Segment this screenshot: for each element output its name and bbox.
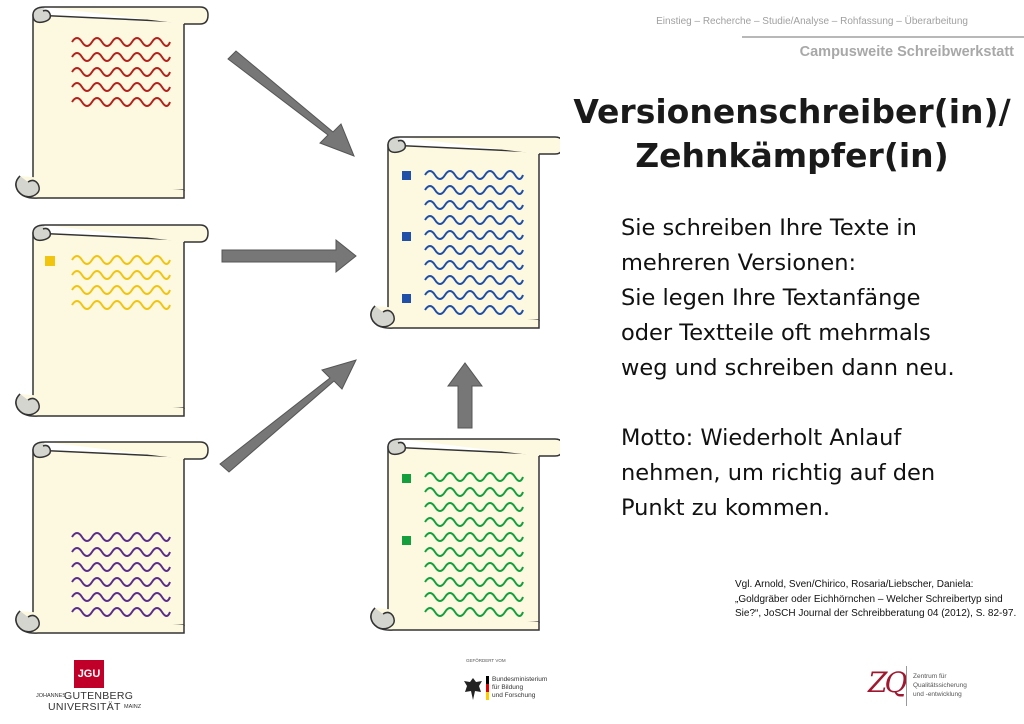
page-title bbox=[560, 90, 1024, 178]
arrow-icon bbox=[448, 363, 482, 428]
paragraph-gap bbox=[621, 386, 1021, 421]
flag-stripe-black bbox=[486, 676, 489, 684]
description bbox=[621, 211, 1021, 526]
flag-stripe-red bbox=[486, 684, 489, 692]
arrow-icon bbox=[228, 51, 354, 156]
bmbf-line: für Bildung bbox=[492, 684, 524, 691]
arrow-icon bbox=[220, 360, 356, 472]
zq-line: Zentrum für bbox=[913, 673, 947, 680]
description-line: Sie schreiben Ihre Texte in bbox=[621, 215, 917, 241]
bmbf-header: GEFÖRDERT VOM bbox=[466, 658, 506, 663]
description-line: mehreren Versionen: bbox=[621, 250, 857, 276]
bmbf-line: Bundesministerium bbox=[492, 676, 548, 683]
jgu-logo bbox=[36, 660, 148, 716]
bmbf-logo bbox=[458, 658, 558, 718]
jgu-university: UNIVERSITÄT bbox=[48, 701, 121, 713]
zq-line: Qualitätssicherung bbox=[913, 682, 967, 689]
header-divider bbox=[742, 36, 1024, 38]
citation bbox=[735, 578, 1020, 622]
motto-line: nehmen, um richtig auf den bbox=[621, 460, 936, 486]
federal-eagle-icon bbox=[462, 676, 484, 702]
jgu-small-text: JOHANNES bbox=[36, 693, 66, 699]
breadcrumb: Einstieg – Recherche – Studie/Analyse – Rohfassung – Überarbeitung bbox=[656, 16, 968, 27]
citation-line: Vgl. Arnold, Sven/Chirico, Rosaria/Liebscher, Daniela: bbox=[735, 579, 974, 590]
scroll-icon bbox=[16, 7, 208, 198]
scroll-diagram bbox=[0, 0, 560, 650]
citation-line: „Goldgräber oder Eichhörnchen – Welcher Schreibertyp sind bbox=[735, 593, 1003, 605]
description-line: Sie legen Ihre Textanfänge bbox=[621, 285, 921, 311]
scroll-icon bbox=[371, 137, 560, 328]
motto-line: Motto: Wiederholt Anlauf bbox=[621, 425, 902, 451]
scroll-icon bbox=[16, 225, 208, 416]
title-line-1: Versionenschreiber(in)/ bbox=[573, 92, 1011, 131]
zq-mark: ZQ bbox=[868, 666, 905, 699]
title-line-2: Zehnkämpfer(in) bbox=[635, 136, 949, 175]
zq-logo bbox=[868, 664, 1018, 714]
jgu-name: GUTENBERG bbox=[64, 690, 134, 702]
zq-divider bbox=[906, 666, 907, 706]
scroll-icon bbox=[371, 439, 560, 630]
bmbf-line: und Forschung bbox=[492, 692, 536, 699]
workshop-title: Campusweite Schreibwerkstatt bbox=[799, 44, 1014, 60]
description-line: oder Textteile oft mehrmals bbox=[621, 320, 931, 346]
motto-line: Punkt zu kommen. bbox=[621, 495, 831, 521]
scroll-icon bbox=[16, 442, 208, 633]
flag-stripe-gold bbox=[486, 692, 489, 700]
zq-line: und -entwicklung bbox=[913, 691, 962, 698]
arrow-icon bbox=[222, 240, 356, 272]
jgu-mark: JGU bbox=[74, 660, 104, 688]
description-line: weg und schreiben dann neu. bbox=[621, 355, 955, 381]
citation-line: Sie?“, JoSCH Journal der Schreibberatung 04 (2012), S. 82-97. bbox=[735, 608, 1017, 619]
jgu-city: MAINZ bbox=[124, 704, 142, 710]
